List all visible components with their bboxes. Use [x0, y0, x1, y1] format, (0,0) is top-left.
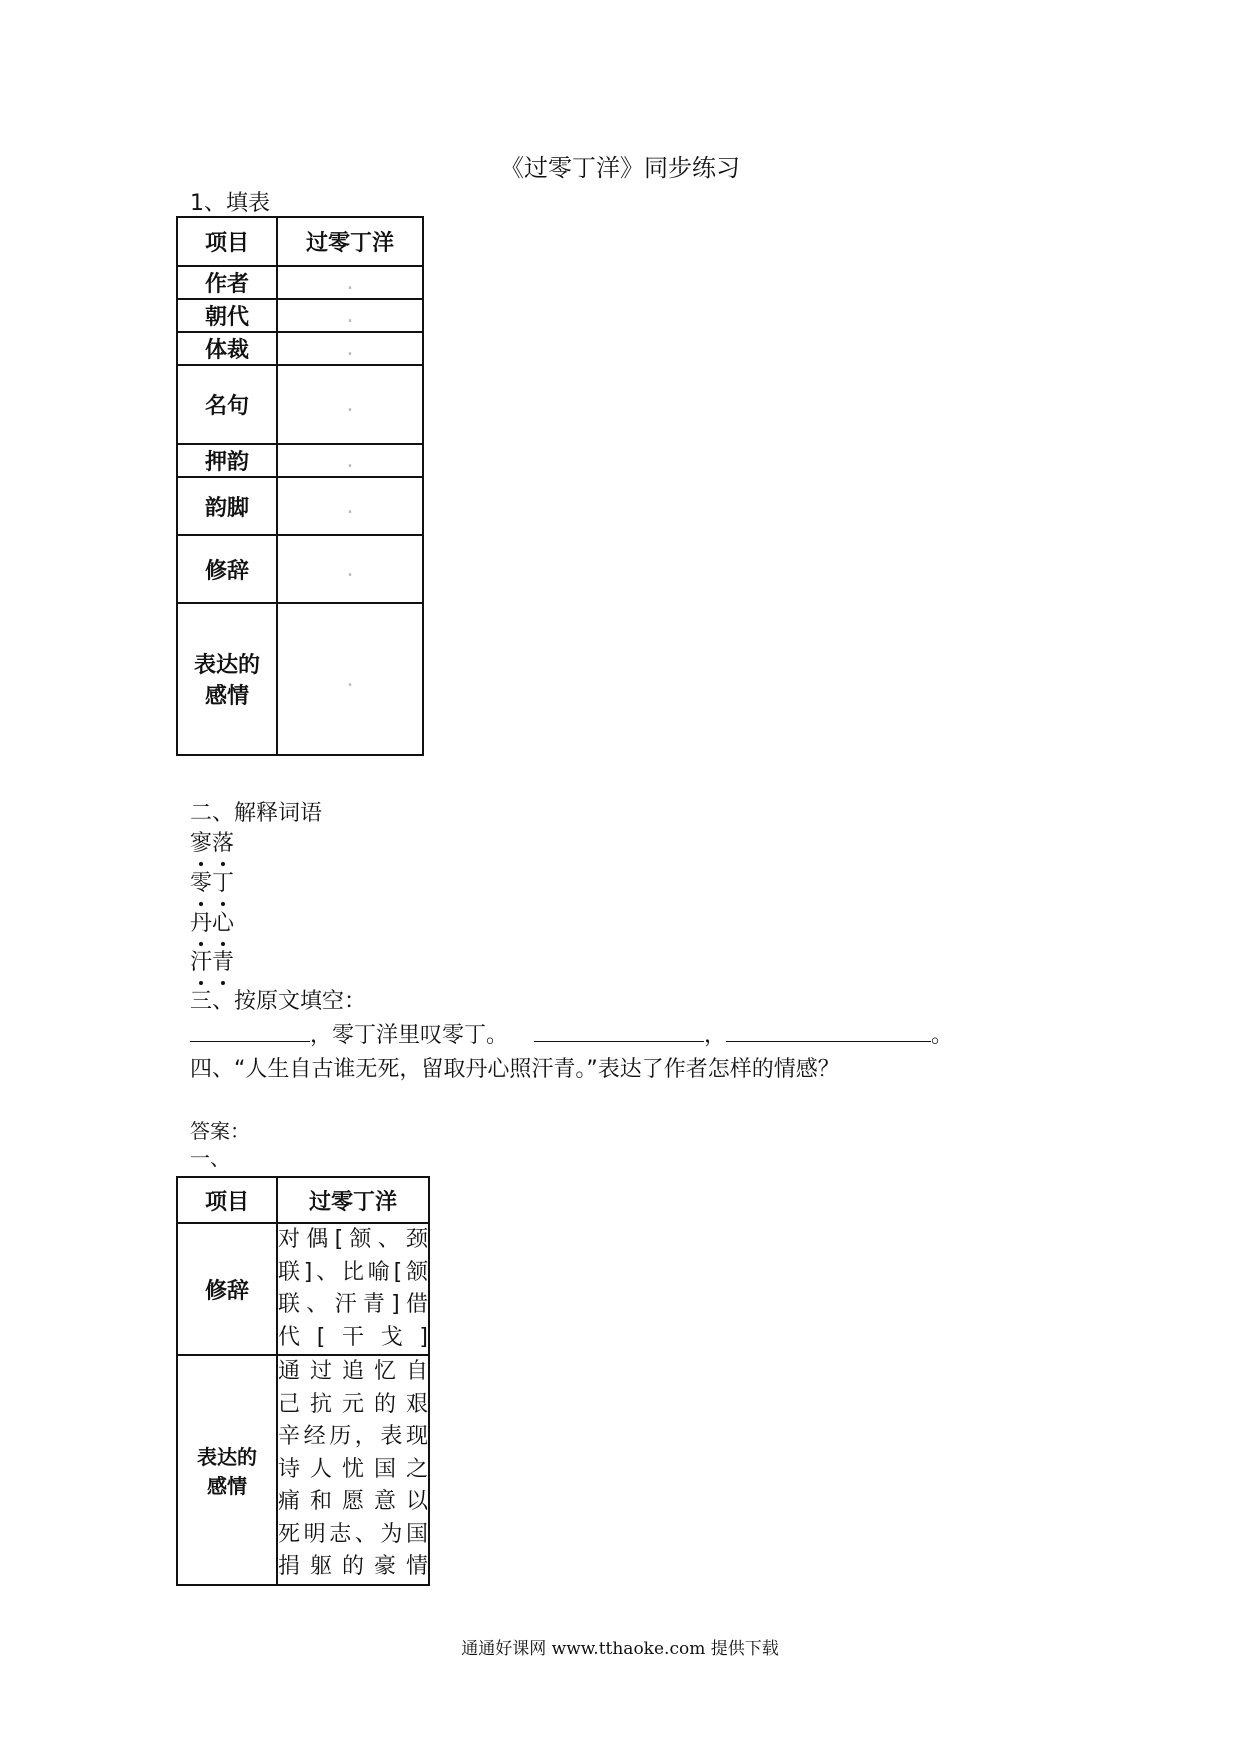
header-cell-item: 项目 — [177, 217, 277, 266]
vocab-char: 丁 — [212, 866, 234, 897]
answer-cell[interactable]: . — [277, 365, 423, 444]
answers-sub: 一、 — [190, 1146, 230, 1170]
table-row — [177, 477, 423, 535]
table-row — [177, 266, 423, 299]
answer-line: 诗人忧国之 — [278, 1456, 428, 1482]
fill-table — [176, 216, 424, 756]
row-label: 名句 — [177, 365, 277, 444]
fill-blank-line — [190, 1018, 953, 1049]
answer-text — [277, 1355, 429, 1585]
poem-line: 零丁洋里叹零丁。 — [332, 1023, 509, 1048]
table-row — [177, 365, 423, 444]
row-label-line2: 感情 — [204, 684, 249, 709]
answer-line: 代[干戈] — [278, 1324, 428, 1350]
blank-2[interactable] — [534, 1019, 704, 1042]
table-header-row — [177, 1177, 429, 1223]
answer-line: 联]、比喻[颔 — [278, 1259, 428, 1285]
answer-cell[interactable]: . — [277, 299, 423, 332]
row-label: 修辞 — [177, 1223, 277, 1355]
blank-3[interactable] — [726, 1019, 931, 1042]
table-row — [177, 444, 423, 477]
section1-heading: 1、填表 — [190, 191, 270, 216]
answer-cell[interactable]: . — [277, 444, 423, 477]
vocab-char: 零 — [190, 866, 212, 897]
answer-line: 死明志、为国 — [278, 1521, 428, 1547]
footer-credit: 通通好课网 www.tthaoke.com 提供下载 — [461, 1639, 779, 1659]
answer-line: 通过追忆自 — [278, 1359, 428, 1384]
vocab-word — [190, 826, 234, 857]
vocab-word — [190, 945, 234, 976]
table-row — [177, 1355, 429, 1585]
table-row — [177, 1223, 429, 1355]
row-label-line1: 表达的 — [193, 653, 260, 678]
header-cell-title: 过零丁洋 — [277, 217, 423, 266]
vocab-char: 落 — [212, 826, 234, 857]
row-label: 朝代 — [177, 299, 277, 332]
vocab-char: 青 — [212, 945, 234, 976]
answer-cell[interactable]: . — [277, 332, 423, 365]
vocab-char: 寥 — [190, 826, 212, 857]
table-row — [177, 535, 423, 603]
answers-heading: 答案： — [190, 1119, 250, 1143]
section2-heading: 二、解释词语 — [190, 801, 323, 826]
answer-line: 己抗元的艰 — [278, 1391, 428, 1417]
answer-line: 痛和愿意以 — [278, 1489, 428, 1514]
row-label: 作者 — [177, 266, 277, 299]
table-row — [177, 299, 423, 332]
answer-line: 辛经历，表现 — [278, 1424, 428, 1449]
section3-heading: 三、按原文填空： — [190, 989, 367, 1014]
header-cell-title: 过零丁洋 — [277, 1177, 429, 1223]
row-label: 修辞 — [177, 535, 277, 603]
section4-question: 四、“人生自古谁无死，留取丹心照汗青。”表达了作者怎样的情感？ — [190, 1057, 840, 1082]
answer-cell[interactable]: . — [277, 477, 423, 535]
row-label-line1: 表达的 — [197, 1444, 257, 1469]
table-row — [177, 332, 423, 365]
vocab-char: 汗 — [190, 945, 212, 976]
answer-line: 联、汗青]借 — [278, 1292, 428, 1317]
answer-cell[interactable]: . — [277, 603, 423, 755]
row-label — [177, 603, 277, 755]
row-label: 押韵 — [177, 444, 277, 477]
answer-cell[interactable]: . — [277, 266, 423, 299]
period: 。 — [931, 1023, 954, 1048]
answer-line: 捐躯的豪情 — [278, 1554, 428, 1579]
vocab-word — [190, 906, 234, 937]
row-label: 韵脚 — [177, 477, 277, 535]
row-label — [177, 1355, 277, 1585]
vocab-char: 丹 — [190, 906, 212, 937]
row-label-line2: 感情 — [207, 1473, 247, 1498]
answer-table — [176, 1176, 430, 1586]
answer-text — [277, 1223, 429, 1355]
comma: ， — [704, 1023, 727, 1048]
table-row — [177, 603, 423, 755]
row-label: 体裁 — [177, 332, 277, 365]
comma: ， — [310, 1023, 333, 1048]
table-header-row — [177, 217, 423, 266]
page-title: 《过零丁洋》同步练习 — [500, 154, 740, 182]
blank-1[interactable] — [190, 1019, 310, 1042]
vocab-word — [190, 866, 234, 897]
header-cell-item: 项目 — [177, 1177, 277, 1223]
answer-line: 对偶[颔、颈 — [278, 1227, 428, 1252]
answer-cell[interactable]: . — [277, 535, 423, 603]
vocab-char: 心 — [212, 906, 234, 937]
